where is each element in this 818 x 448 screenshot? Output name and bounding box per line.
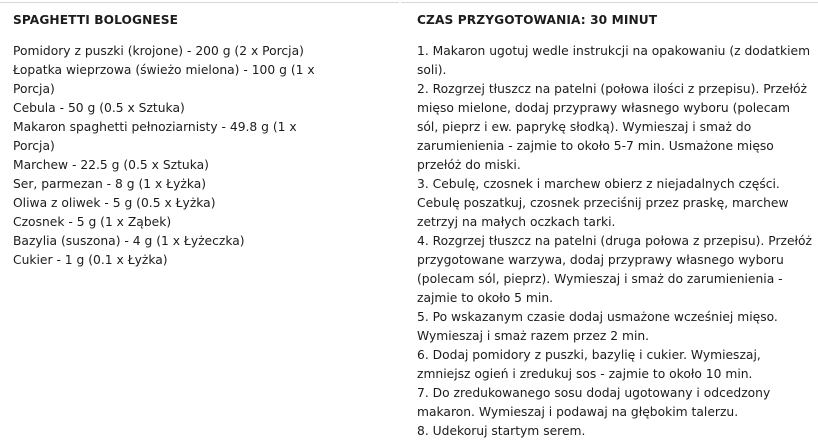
instruction-step: 1. Makaron ugotuj wedle instrukcji na opakowaniu (z dodatkiem soli). — [417, 44, 811, 77]
ingredient-item: Łopatka wieprzowa (świeżo mielona) - 100 g (1 x Porcja) — [13, 63, 315, 96]
instruction-step: 2. Rozgrzej tłuszcz na patelni (połowa ilości z przepisu). Przełóż mięso mielone, dodaj przyprawy własnego wyboru (polecam sól, pieprz i ew. paprykę słodką). Wymieszaj i smaż do zarumienienia - zajmie to około 5-7 min. Usmażone mięso przełóż do miski. — [417, 82, 807, 172]
instruction-step: 6. Dodaj pomidory z puszki, bazylię i cukier. Wymieszaj, zmniejsz ogień i zredukuj sos - zajmie to około 10 min. — [417, 348, 761, 381]
instruction-step: 4. Rozgrzej tłuszcz na patelni (druga połowa z przepisu). Przełóż przygotowane warzywa, dodaj przyprawy własnego wyboru (polecam sól, pieprz). Wymieszaj i smaż do zarumienienia - zajmie to około 5 min. — [417, 234, 812, 305]
instruction-step: 5. Po wskazanym czasie dodaj usmażone wcześniej mięso. Wymieszaj i smaż razem przez 2 min. — [417, 310, 778, 343]
prep-time-heading: CZAS PRZYGOTOWANIA: 30 MINUT — [417, 13, 658, 27]
ingredient-item: Cebula - 50 g (0.5 x Sztuka) — [13, 101, 185, 115]
step-list — [417, 42, 812, 441]
ingredient-list — [13, 42, 338, 270]
ingredient-item: Ser, parmezan - 8 g (1 x Łyżka) — [13, 177, 207, 191]
ingredient-item: Marchew - 22.5 g (0.5 x Sztuka) — [13, 158, 209, 172]
instructions-column — [401, 0, 818, 448]
ingredient-item: Cukier - 1 g (0.1 x Łyżka) — [13, 253, 168, 267]
recipe-title: SPAGHETTI BOLOGNESE — [13, 13, 179, 27]
ingredient-item: Pomidory z puszki (krojone) - 200 g (2 x Porcja) — [13, 44, 304, 58]
ingredient-item: Bazylia (suszona) - 4 g (1 x Łyżeczka) — [13, 234, 245, 248]
ingredient-item: Oliwa z oliwek - 5 g (0.5 x Łyżka) — [13, 196, 216, 210]
ingredient-item: Makaron spaghetti pełnoziarnisty - 49.8 g (1 x Porcja) — [13, 120, 297, 153]
ingredients-column — [0, 0, 400, 448]
instructions-top-divider — [401, 2, 818, 3]
instruction-step: 8. Udekoruj startym serem. — [417, 424, 586, 438]
instruction-step: 3. Cebulę, czosnek i marchew obierz z niejadalnych części. Cebulę poszatkuj, czosnek przeciśnij przez praskę, marchew zetrzyj na małych oczkach tarki. — [417, 177, 789, 229]
ingredient-item: Czosnek - 5 g (1 x Ząbek) — [13, 215, 172, 229]
instruction-step: 7. Do zredukowanego sosu dodaj ugotowany i odcedzony makaron. Wymieszaj i podawaj na głębokim talerzu. — [417, 386, 771, 419]
ingredients-top-divider — [0, 2, 399, 3]
